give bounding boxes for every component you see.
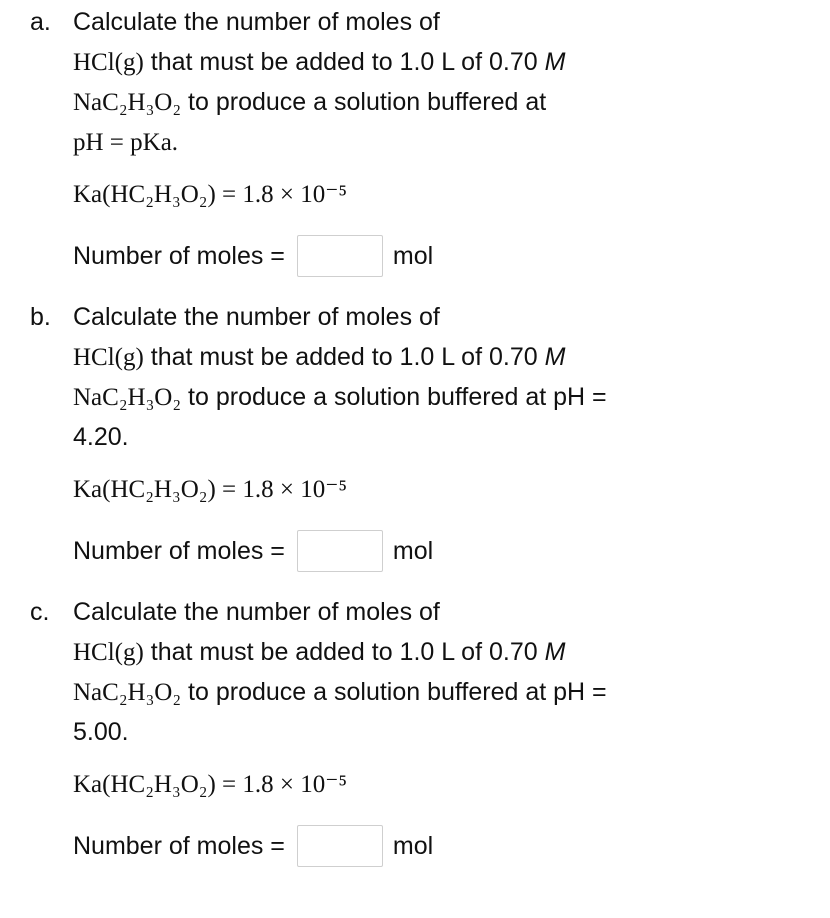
- hcl-formula: HCl(g): [73, 49, 144, 76]
- part-marker: b.: [30, 303, 51, 331]
- question-line-1: Calculate the number of moles of: [73, 598, 440, 626]
- question-line-2: [73, 637, 565, 668]
- answer-row: [73, 234, 433, 278]
- answer-label: Number of moles =: [73, 831, 285, 860]
- answer-unit: mol: [392, 831, 434, 860]
- question-line-3-text: to produce a solution buffered at: [188, 88, 547, 116]
- question-line-4: 5.00.: [73, 718, 129, 746]
- answer-unit: mol: [392, 241, 434, 270]
- moles-input[interactable]: [297, 530, 383, 572]
- part-marker: c.: [30, 598, 50, 626]
- answer-row: [73, 824, 433, 868]
- sodium-acetate-formula: NaC₂H₃O₂: [73, 89, 182, 116]
- question-line-3: [73, 87, 546, 118]
- question-line-4: pH = pKa.: [73, 129, 179, 156]
- answer-row: [73, 529, 433, 573]
- question-line-3: [73, 382, 607, 413]
- molarity-unit: M: [544, 343, 566, 371]
- moles-input[interactable]: [297, 825, 383, 867]
- ka-expression: Ka(HC₂H₃O₂) = 1.8 × 10⁻⁵: [73, 476, 348, 503]
- hcl-formula: HCl(g): [73, 639, 144, 666]
- question-line-1: Calculate the number of moles of: [73, 303, 440, 331]
- question-line-3: [73, 677, 607, 708]
- sodium-acetate-formula: NaC₂H₃O₂: [73, 384, 182, 411]
- question-line-3-text: to produce a solution buffered at pH =: [188, 678, 607, 706]
- molarity-unit: M: [544, 48, 566, 76]
- molarity-unit: M: [544, 638, 566, 666]
- question-line-2-text: that must be added to 1.0 L of 0.70: [150, 48, 538, 76]
- question-line-1: Calculate the number of moles of: [73, 8, 440, 36]
- moles-input[interactable]: [297, 235, 383, 277]
- sodium-acetate-formula: NaC₂H₃O₂: [73, 679, 182, 706]
- question-line-3-text: to produce a solution buffered at pH =: [188, 383, 607, 411]
- part-marker: a.: [30, 8, 51, 36]
- question-line-2-text: that must be added to 1.0 L of 0.70: [150, 343, 538, 371]
- answer-unit: mol: [392, 536, 434, 565]
- ka-expression: Ka(HC₂H₃O₂) = 1.8 × 10⁻⁵: [73, 181, 348, 208]
- question-line-2: [73, 342, 565, 373]
- answer-label: Number of moles =: [73, 536, 285, 565]
- ka-expression: Ka(HC₂H₃O₂) = 1.8 × 10⁻⁵: [73, 771, 348, 798]
- question-line-2: [73, 47, 565, 78]
- question-line-4: 4.20.: [73, 423, 129, 451]
- hcl-formula: HCl(g): [73, 344, 144, 371]
- answer-label: Number of moles =: [73, 241, 285, 270]
- question-line-2-text: that must be added to 1.0 L of 0.70: [150, 638, 538, 666]
